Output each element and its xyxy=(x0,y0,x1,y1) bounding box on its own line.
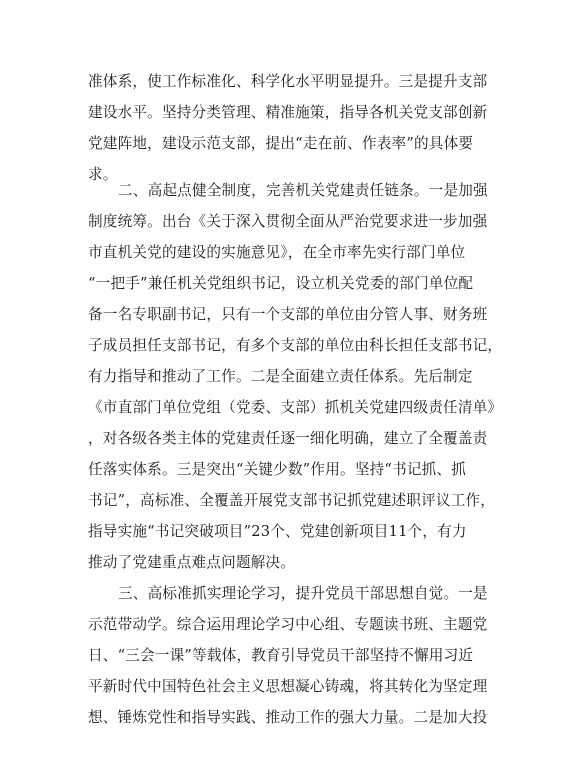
text-line: 想、锤炼党性和指导实践、推动工作的强大力量。二是加大投 xyxy=(88,709,488,726)
text-line: 有力指导和推动了工作。二是全面建立责任体系。先后制定 xyxy=(88,368,473,385)
text-line: 二、高起点健全制度，完善机关党建责任链条。一是加强 xyxy=(118,182,488,199)
text-line: 日、“三会一课”等载体，教育引导党员干部坚持不懈用习近 xyxy=(88,647,474,664)
text-line: 指导实施“书记突破项目”23个、党建创新项目11个，有力 xyxy=(88,523,467,540)
text-line: “一把手”兼任机关党组织书记，设立机关党委的部门单位配 xyxy=(88,275,474,292)
text-line: 示范带动学。综合运用理论学习中心组、专题读书班、主题党 xyxy=(88,616,488,633)
text-line: 求。 xyxy=(88,166,118,183)
text-line: 书记”，高标准、全覆盖开展党支部书记抓党建述职评议工作， xyxy=(88,492,496,509)
text-line: ，对各级各类主体的党建责任逐一细化明确，建立了全覆盖责 xyxy=(88,430,488,447)
text-line: 平新时代中国特色社会主义思想凝心铸魂，将其转化为坚定理 xyxy=(88,678,488,695)
text-line: 制度统筹。出台《关于深入贯彻全面从严治党要求进一步加强 xyxy=(88,213,488,230)
text-line: 三、高标准抓实理论学习，提升党员干部思想自觉。一是 xyxy=(118,585,488,602)
text-line: 备一名专职副书记，只有一个支部的单位由分管人事、财务班 xyxy=(88,306,488,323)
text-line: 任落实体系。三是突出“关键少数”作用。坚持“书记抓、抓 xyxy=(88,461,467,478)
text-line: 市直机关党的建设的实施意见》，在全市率先实行部门单位 xyxy=(88,244,466,261)
text-line: 建设水平。坚持分类管理、精准施策，指导各机关党支部创新 xyxy=(88,104,488,121)
text-line: 准体系，使工作标准化、科学化水平明显提升。三是提升支部 xyxy=(88,73,488,90)
text-line: 推动了党建重点难点问题解决。 xyxy=(88,554,296,571)
text-line: 子成员担任支部书记，有多个支部的单位由科长担任支部书记， xyxy=(88,337,503,354)
text-line: 党建阵地，建设示范支部，提出“走在前、作表率”的具体要 xyxy=(88,135,474,152)
text-line: 《市直部门单位党组（党委、支部）抓机关党建四级责任清单》 xyxy=(88,399,503,416)
